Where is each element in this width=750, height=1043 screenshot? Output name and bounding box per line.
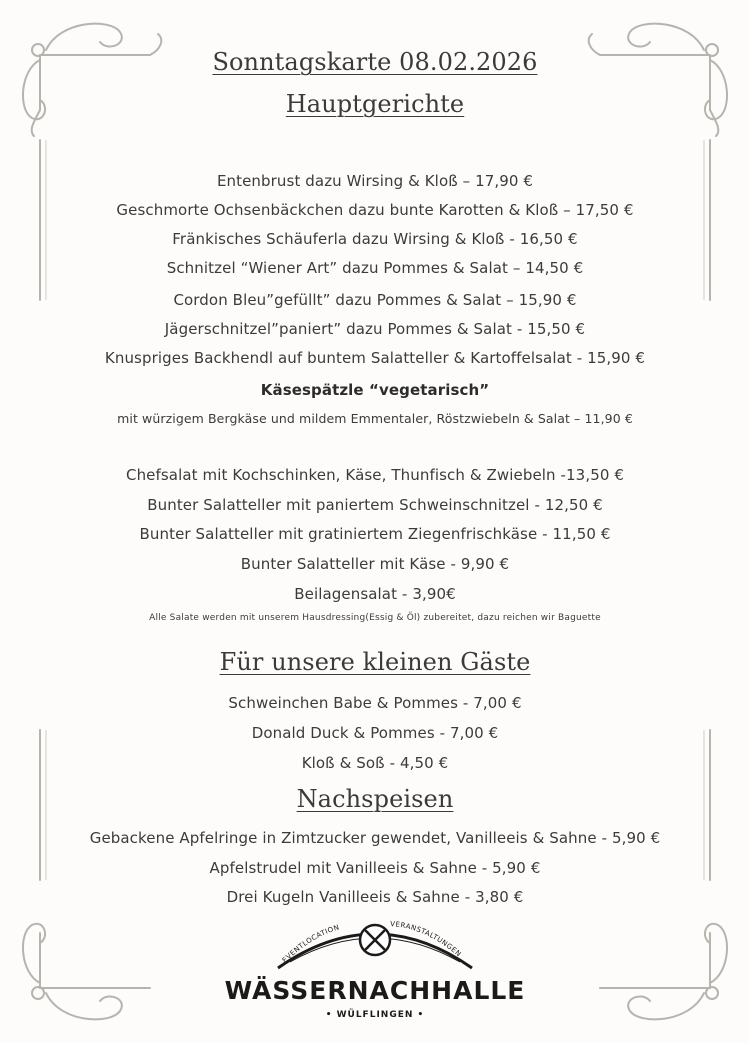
section-title-main-dishes: Hauptgerichte <box>285 90 465 118</box>
vegetarian-dish-description: mit würzigem Bergkäse und mildem Emmentaler, Röstzwiebeln & Salat – 11,90 € <box>117 411 633 426</box>
menu-item: Cordon Bleu”gefüllt” dazu Pommes & Salat – 15,90 € <box>173 291 577 309</box>
salad-item: Bunter Salatteller mit paniertem Schweinschnitzel - 12,50 € <box>147 496 603 514</box>
salad-item: Bunter Salatteller mit gratiniertem Ziegenfrischkäse - 11,50 € <box>139 525 611 543</box>
dessert-item: Gebackene Apfelringe in Zimtzucker gewendet, Vanilleeis & Sahne - 5,90 € <box>89 829 661 847</box>
section-title-desserts: Nachspeisen <box>296 785 454 813</box>
brand-name: WÄSSERNACHHALLE <box>224 976 526 1005</box>
dessert-item: Apfelstrudel mit Vanilleeis & Sahne - 5,90 € <box>209 859 541 877</box>
menu-item: Entenbrust dazu Wirsing & Kloß – 17,90 € <box>216 172 534 190</box>
kids-item: Donald Duck & Pommes - 7,00 € <box>251 724 499 742</box>
corner-ornament-top-right <box>589 24 727 136</box>
logo-arc-left-text: EVENTLOCATION <box>280 923 341 965</box>
menu-item: Knuspriges Backhendl auf buntem Salatteller & Kartoffelsalat - 15,90 € <box>104 349 646 367</box>
salad-note: Alle Salate werden mit unserem Hausdressing(Essig & Öl) zubereitet, dazu reichen wir Baguette <box>149 613 601 623</box>
kids-item: Kloß & Soß - 4,50 € <box>301 754 449 772</box>
kids-item: Schweinchen Babe & Pommes - 7,00 € <box>228 694 522 712</box>
dessert-item: Drei Kugeln Vanilleeis & Sahne - 3,80 € <box>226 888 524 906</box>
salad-item: Beilagensalat - 3,90€ <box>294 585 456 603</box>
salad-item: Bunter Salatteller mit Käse - 9,90 € <box>240 555 510 573</box>
menu-title: Sonntagskarte 08.02.2026 <box>212 48 538 76</box>
corner-ornament-top-left <box>23 24 161 136</box>
section-title-kids: Für unsere kleinen Gäste <box>219 648 531 676</box>
menu-item: Jägerschnitzel”paniert” dazu Pommes & Salat - 15,50 € <box>164 320 586 338</box>
menu-item: Schnitzel “Wiener Art” dazu Pommes & Salat – 14,50 € <box>166 259 584 277</box>
svg-text:VERANSTALTUNGEN <box>390 920 463 959</box>
logo-arc-right-text: VERANSTALTUNGEN <box>389 919 463 959</box>
fork-knife-icon <box>360 925 390 955</box>
menu-item: Geschmorte Ochsenbäckchen dazu bunte Karotten & Kloß – 17,50 € <box>116 201 634 219</box>
salad-item: Chefsalat mit Kochschinken, Käse, Thunfisch & Zwiebeln -13,50 € <box>126 466 624 484</box>
menu-item: Fränkisches Schäuferla dazu Wirsing & Kloß - 16,50 € <box>172 230 578 248</box>
vegetarian-dish-name: Käsespätzle “vegetarisch” <box>260 381 490 399</box>
brand-location: • WÜLFLINGEN • <box>325 1010 425 1020</box>
